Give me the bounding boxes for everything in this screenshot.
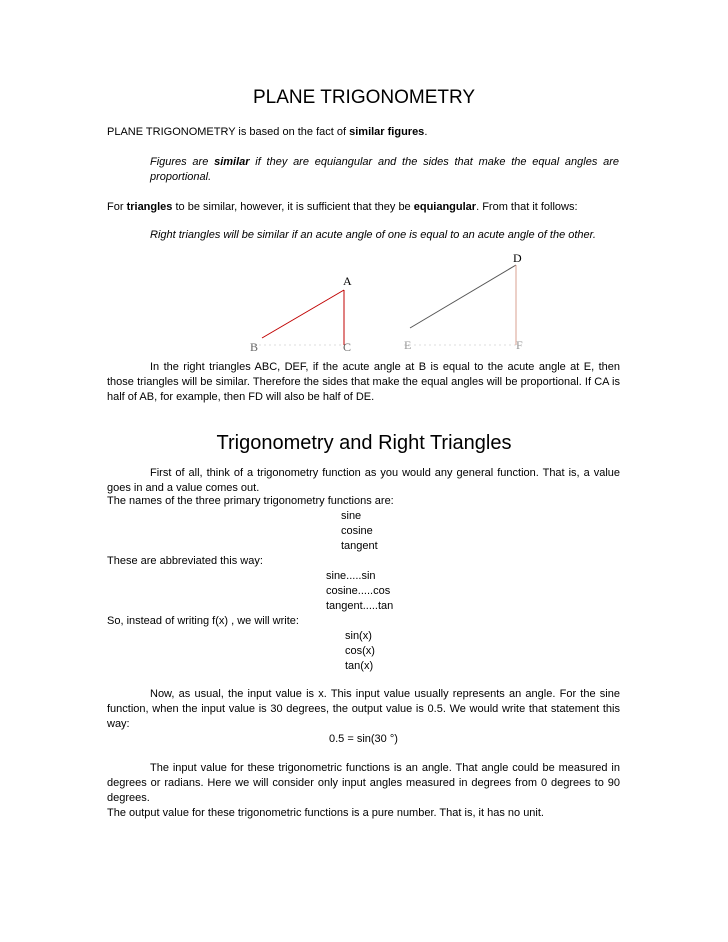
definition-text: Figures are <box>150 156 215 168</box>
intro-text: PLANE TRIGONOMETRY is based on the fact of <box>107 126 350 138</box>
notation-sin: sin(x) <box>345 630 372 642</box>
triangles-rule-part3: . From that it follows: <box>476 201 578 213</box>
label-d: D <box>513 251 522 265</box>
notation-tan: tan(x) <box>345 660 374 672</box>
definition-rest: if they are equiangular and the sides that make the equal angles are proportional. <box>150 156 619 183</box>
section-heading-trig: Trigonometry and Right Triangles <box>216 432 512 454</box>
names-intro: The names of the three primary trigonometry functions are: <box>107 495 394 507</box>
right-triangles-rule: Right triangles will be similar if an acute angle of one is equal to an acute angle of the other. <box>150 229 596 241</box>
function-name-tangent: tangent <box>341 540 378 552</box>
function-intro-paragraph: First of all, think of a trigonometry function as you would any general function. That is, a value goes in and a value comes out. <box>107 467 620 494</box>
angle-paragraph: The input value for these trigonometric functions is an angle. That angle could be measured in degrees or radians. Here we will consider only input angles measured in degrees from 0 degrees to 90 degrees. <box>107 762 620 804</box>
label-e: E <box>404 338 412 352</box>
abbreviation-tan: tangent.....tan <box>326 600 394 612</box>
input-value-paragraph: Now, as usual, the input value is x. This input value usually represents an angle. For the sine function, when the input value is 30 degrees, the output value is 0.5. We would write that statement this way: <box>107 688 620 730</box>
label-c: C <box>343 340 352 354</box>
sine-example: 0.5 = sin(30 °) <box>329 733 398 745</box>
triangles-rule-part2: to be similar, however, it is sufficient that they be <box>172 201 414 213</box>
triangles-rule-bold1: triangles <box>126 201 173 213</box>
definition-emphasis: similar <box>214 156 250 168</box>
function-name-cosine: cosine <box>341 525 373 537</box>
function-name-sine: sine <box>341 510 362 522</box>
intro-emphasis: similar figures <box>349 126 425 138</box>
output-paragraph: The output value for these trigonometric functions is a pure number. That is, it has no unit. <box>107 807 544 819</box>
abbreviation-sin: sine.....sin <box>326 570 376 582</box>
triangle-def-hypotenuse <box>410 265 516 328</box>
triangles-rule-bold2: equiangular <box>413 201 477 213</box>
triangle-abc-hypotenuse <box>262 290 344 338</box>
notation-cos: cos(x) <box>345 645 375 657</box>
label-f: F <box>516 338 523 352</box>
similar-triangles-paragraph: In the right triangles ABC, DEF, if the acute angle at B is equal to the acute angle at E, then those triangles will be similar. Therefore the sides that make the equal angles will be proportional. If CA is half of AB, for example, then FD will also be half of DE. <box>107 361 620 403</box>
notation-intro: So, instead of writing f(x) , we will write: <box>107 615 299 627</box>
label-b: B <box>250 340 259 354</box>
abbrev-intro: These are abbreviated this way: <box>107 555 263 567</box>
triangle-def <box>404 251 523 352</box>
triangles-rule-part1: For <box>107 201 127 213</box>
intro-end: . <box>424 126 428 138</box>
abbreviation-cos: cosine.....cos <box>326 585 391 597</box>
page-title: PLANE TRIGONOMETRY <box>252 87 476 108</box>
label-a: A <box>343 274 352 288</box>
triangle-abc <box>250 274 352 354</box>
